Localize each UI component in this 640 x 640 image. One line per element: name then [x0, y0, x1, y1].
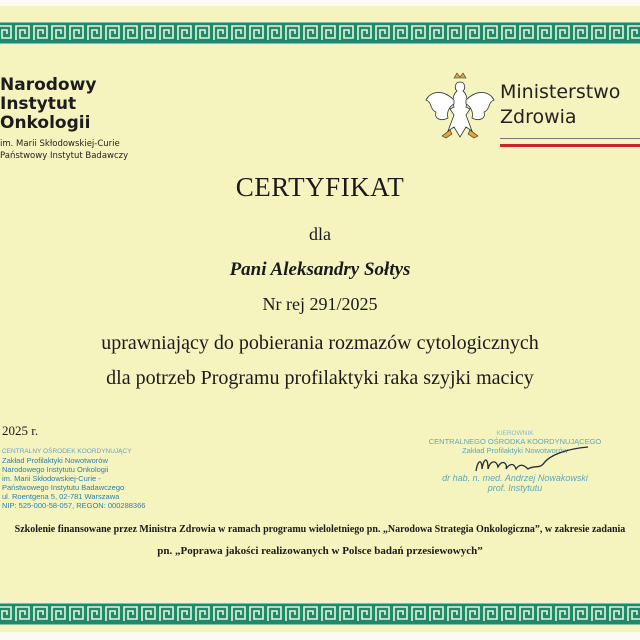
stamp-line: Państwowego Instytutu Badawczego — [2, 483, 125, 492]
polish-eagle-emblem-icon — [424, 70, 496, 150]
institution-stamp — [2, 447, 145, 510]
nio-logo-line: Narodowy — [0, 75, 97, 95]
greek-key-border-bottom — [0, 602, 640, 626]
ministry-logo — [500, 80, 620, 130]
stamp-role: KIEROWNIK — [496, 430, 534, 437]
greek-key-border-top — [0, 21, 640, 45]
certificate-scope-line2: dla potrzeb Programu profilaktyki raka szyjki macicy — [106, 367, 534, 389]
stamp-line: im. Marii Skłodowskiej-Curie - — [2, 474, 101, 483]
ministry-divider — [500, 138, 640, 139]
nio-logo-line: Instytut — [0, 94, 77, 114]
nio-logo — [0, 76, 96, 133]
signatory-title: prof. Instytutu — [487, 483, 543, 493]
nio-logo-subtitle — [0, 138, 128, 162]
recipient-name: Pani Aleksandry Sołtys — [229, 259, 411, 280]
stamp-line: NIP: 525-000-58-057, REGON: 000288366 — [2, 501, 146, 510]
registry-number: Nr rej 291/2025 — [262, 294, 378, 314]
handwritten-signature — [470, 445, 590, 477]
stamp-dept: Zakład Profilaktyki Nowotworów — [462, 446, 568, 455]
funding-note-line1: Szkolenie finansowane przez Ministra Zdrowia w ramach programu wieloletniego pn. „Narodowa Strategia Onkologiczna”, w zakresie zadania — [14, 524, 626, 535]
ministry-logo-line: Zdrowia — [500, 106, 577, 128]
nio-subtitle-line: im. Marii Skłodowskiej-Curie — [0, 139, 120, 149]
ministry-red-bar — [500, 144, 640, 147]
nio-subtitle-line: Państwowy Instytut Badawczy — [0, 151, 129, 161]
stamp-line: Zakład Profilaktyki Nowotworów — [2, 456, 108, 465]
signatory-name: dr hab. n. med. Andrzej Nowakowski — [442, 473, 588, 483]
nio-logo-line: Onkologii — [0, 113, 91, 133]
stamp-unit: CENTRALNEGO OŚRODKA KOORDYNUJĄCEGO — [428, 437, 602, 446]
issue-date: 2025 r. — [2, 423, 39, 438]
stamp-line: CENTRALNY OŚRODEK KOORDYNUJĄCY — [2, 448, 132, 455]
certificate-title: CERTYFIKAT — [235, 172, 405, 202]
certificate-for: dla — [309, 224, 331, 244]
ministry-logo-line: Ministerstwo — [500, 81, 621, 103]
stamp-line: Narodowego Instytutu Onkologii — [2, 465, 109, 474]
funding-note-line2: pn. „Poprawa jakości realizowanych w Polsce badań przesiewowych” — [157, 545, 483, 557]
stamp-line: ul. Roentgena 5, 02-781 Warszawa — [2, 492, 120, 501]
certificate-scope-line1: uprawniający do pobierania rozmazów cytologicznych — [101, 332, 539, 354]
